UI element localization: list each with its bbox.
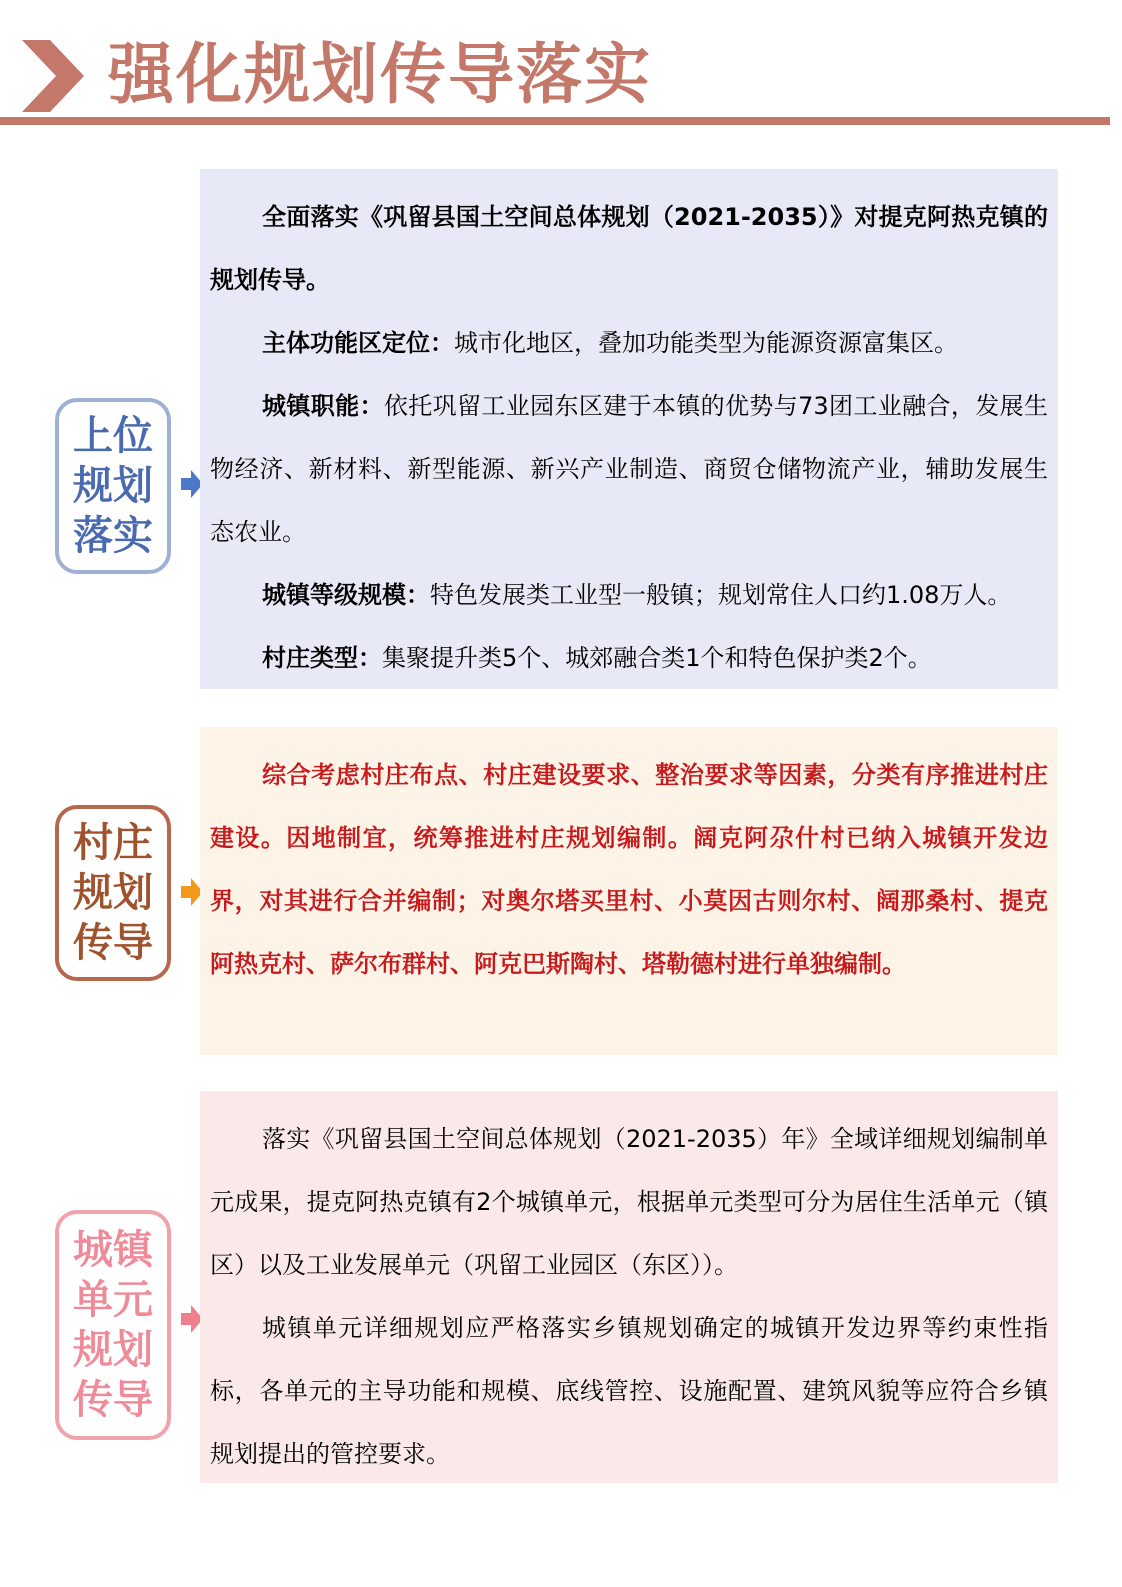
section-label-town-unit [55, 1210, 171, 1440]
label-line: 单元 [73, 1277, 153, 1323]
title-divider [0, 117, 1110, 125]
paragraph [210, 627, 1048, 690]
section-box-town-unit [200, 1091, 1058, 1483]
label-line: 村庄 [73, 820, 153, 866]
paragraph-text: 依托巩留工业园东区建于本镇的优势与73团工业融合，发展生物经济、新材料、新型能源、新兴产业制造、商贸仓储物流产业，辅助发展生态农业。 [210, 392, 1049, 546]
page-header [0, 0, 1122, 140]
paragraph-heading: 城镇等级规模： [262, 581, 430, 609]
paragraph [210, 375, 1048, 564]
section-box-village-plan [200, 727, 1058, 1055]
paragraph [210, 312, 1048, 375]
paragraph: 城镇单元详细规划应严格落实乡镇规划确定的城镇开发边界等约束性指标，各单元的主导功能和规模、底线管控、设施配置、建筑风貌等应符合乡镇规划提出的管控要求。 [210, 1314, 1048, 1468]
label-line: 落实 [73, 513, 153, 559]
label-line: 规划 [73, 1327, 153, 1373]
page-title: 强化规划传导落实 [108, 36, 652, 113]
paragraph-text: 集聚提升类5个、城郊融合类1个和特色保护类2个。 [382, 644, 932, 672]
paragraph-text: 特色发展类工业型一般镇；规划常住人口约1.08万人。 [430, 581, 1012, 609]
section-box-upper-plan [200, 169, 1058, 689]
label-line: 传导 [73, 1377, 153, 1423]
label-line: 城镇 [73, 1227, 153, 1273]
label-line: 传导 [73, 920, 153, 966]
paragraph-heading: 村庄类型： [262, 644, 382, 672]
paragraph: 落实《巩留县国土空间总体规划（2021-2035）年》全域详细规划编制单元成果，提克阿热克镇有2个城镇单元，根据单元类型可分为居住生活单元（镇区）以及工业发展单元（巩留工业园区（东区））。 [210, 1125, 1048, 1279]
paragraph-heading: 城镇职能： [262, 392, 384, 420]
paragraph-text: 城市化地区，叠加功能类型为能源资源富集区。 [454, 329, 958, 357]
paragraph [210, 564, 1048, 627]
section-label-upper-plan [55, 398, 171, 574]
chevron-right-icon [22, 40, 84, 112]
label-line: 规划 [73, 463, 153, 509]
section-label-village-plan [55, 805, 171, 981]
paragraph: 综合考虑村庄布点、村庄建设要求、整治要求等因素，分类有序推进村庄建设。因地制宜，统筹推进村庄规划编制。阔克阿尕什村已纳入城镇开发边界，对其进行合并编制；对奥尔塔买里村、小莫因古则尔村、阔那桑村、提克阿热克村、萨尔布群村、阿克巴斯陶村、塔勒德村进行单独编制。 [210, 761, 1048, 978]
paragraph [210, 186, 1048, 312]
paragraph-heading: 主体功能区定位： [262, 329, 454, 357]
label-line: 上位 [73, 413, 153, 459]
paragraph-text: 全面落实《巩留县国土空间总体规划（2021-2035）》对提克阿热克镇的规划传导。 [210, 203, 1048, 294]
label-line: 规划 [73, 870, 153, 916]
